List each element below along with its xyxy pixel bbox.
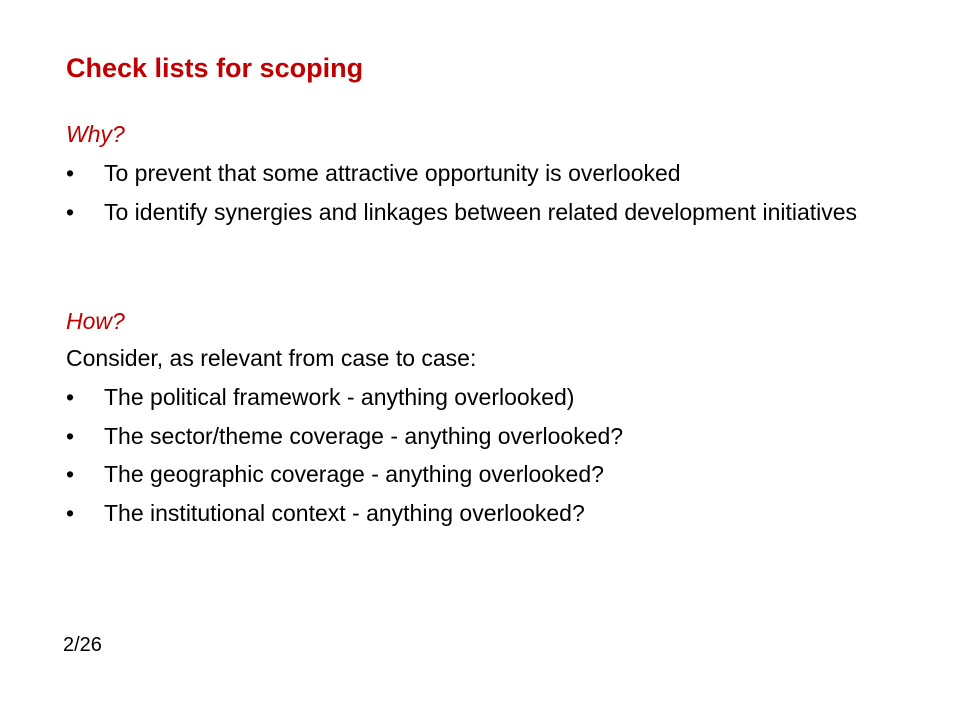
how-bullet-4 (66, 498, 886, 528)
how-heading: How? (66, 308, 125, 334)
bullet-icon: • (66, 199, 75, 225)
bullet-text: The sector/theme coverage - anything overlooked? (104, 423, 624, 449)
bullet-icon: • (66, 500, 75, 526)
how-bullet-3 (66, 459, 886, 489)
page-number: 2/26 (63, 634, 102, 656)
bullet-text: To prevent that some attractive opportunity is overlooked (104, 160, 681, 186)
bullet-icon: • (66, 461, 75, 487)
bullet-icon: • (66, 423, 75, 449)
slide-title: Check lists for scoping (66, 53, 364, 83)
why-bullet-2 (66, 197, 886, 227)
bullet-text: The political framework - anything overlooked) (104, 384, 575, 410)
how-bullet-1 (66, 382, 886, 412)
why-heading: Why? (66, 121, 125, 147)
how-bullet-2 (66, 421, 886, 451)
bullet-text: The institutional context - anything overlooked? (104, 500, 585, 526)
bullet-text: To identify synergies and linkages between related development initiatives (104, 199, 858, 225)
bullet-icon: • (66, 384, 75, 410)
why-bullet-1 (66, 158, 886, 188)
bullet-icon: • (66, 160, 75, 186)
how-intro: Consider, as relevant from case to case: (66, 345, 477, 371)
bullet-text: The geographic coverage - anything overlooked? (104, 461, 604, 487)
